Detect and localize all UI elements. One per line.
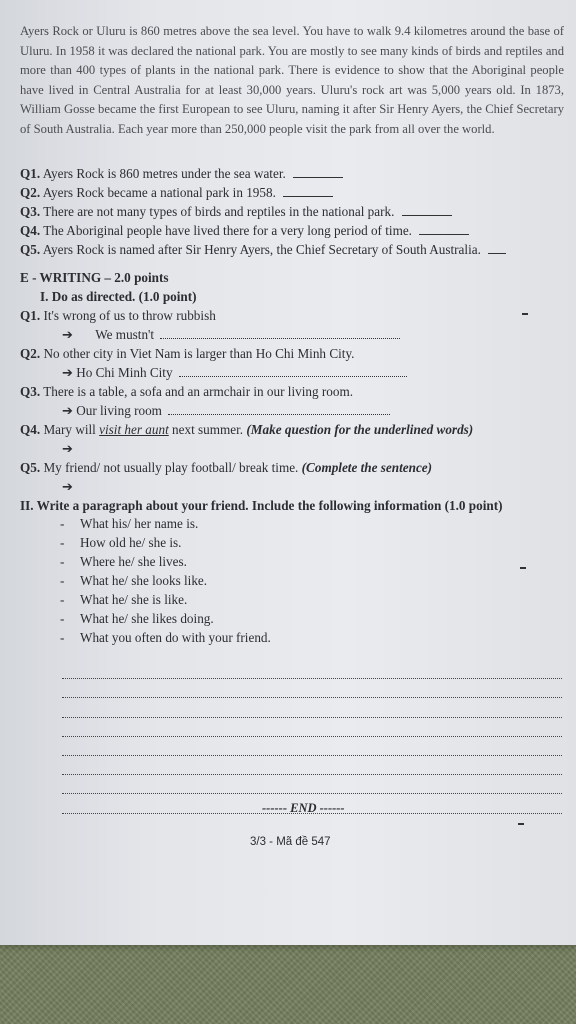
question-number: Q4. [20, 223, 41, 238]
question-number: Q1. [20, 308, 41, 323]
writing-line[interactable] [62, 698, 562, 717]
question-text: Ayers Rock is named after Sir Henry Ayers, the Chief Secretary of South Australia. [42, 242, 481, 257]
arrow-icon: ➔ [62, 480, 73, 495]
answer-prompt: We mustn't [95, 327, 155, 342]
writing-question-1 [20, 308, 216, 324]
reading-passage: Ayers Rock or Uluru is 860 metres above the sea level. You have to walk 9.4 kilometres around the base of Uluru. In 1958 it was declared the national park. You are mostly to see many kinds of birds and reptiles and more than 400 types of plants in the national park. There is evidence to show that the Aboriginal people have lived in Central Australia for at least 30,000 years. Uluru's rock art was 5,000 years old. In 1873, William Gosse became the first European to see Uluru, naming it after Sir Henry Ayers, the Chief Secretary of South Australia. Each year more than 250,000 people visit the park from all over the world. [20, 24, 564, 136]
answer-blank[interactable] [293, 167, 343, 178]
end-marker: ------ END ------ [262, 801, 345, 815]
writing-line[interactable] [62, 756, 562, 775]
question-text: Ayers Rock became a national park in 1958. [42, 185, 276, 200]
tf-question-2 [20, 185, 333, 201]
list-item: - What you often do with your friend. [60, 630, 271, 645]
arrow-icon: ➔ [62, 442, 73, 457]
list-item: - What his/ her name is. [60, 516, 199, 531]
writing-answer-1 [62, 327, 400, 343]
page-number: 3/3 - Mã đề 547 [250, 836, 331, 848]
arrow-icon: ➔ [62, 366, 73, 381]
arrow-icon: ➔ [62, 404, 73, 419]
tf-question-1 [20, 166, 343, 182]
writing-line[interactable] [62, 660, 562, 679]
question-number: Q2. [20, 346, 41, 361]
writing-line[interactable] [62, 679, 562, 698]
question-text: Mary will [43, 422, 100, 437]
writing-answer-4[interactable] [62, 441, 73, 457]
answer-line[interactable] [168, 404, 390, 415]
margin-mark [522, 313, 528, 315]
margin-mark [518, 823, 524, 825]
list-item: - What he/ she likes doing. [60, 611, 214, 626]
writing-question-2 [20, 346, 354, 362]
writing-area[interactable] [62, 660, 562, 814]
list-item: - Where he/ she lives. [60, 554, 187, 569]
question-text: My friend/ not usually play football/ break time. [43, 460, 302, 475]
question-text: The Aboriginal people have lived there for a very long period of time. [43, 223, 412, 238]
writing-question-5 [20, 460, 432, 476]
arrow-icon: ➔ [62, 328, 73, 343]
question-text: It's wrong of us to throw rubbish [43, 308, 216, 323]
question-text: There are not many types of birds and reptiles in the national park. [43, 204, 395, 219]
tf-question-5 [20, 242, 506, 258]
writing-line[interactable] [62, 718, 562, 737]
writing-question-4 [20, 422, 473, 438]
writing-question-3 [20, 384, 353, 400]
underlined-words: visit her aunt [99, 422, 169, 437]
writing-answer-5[interactable] [62, 479, 73, 495]
writing-answer-2 [62, 365, 407, 381]
paragraph-prompts [60, 516, 271, 649]
question-number: Q1. [20, 166, 41, 181]
list-item: - What he/ she is like. [60, 592, 188, 607]
question-number: Q5. [20, 460, 41, 475]
answer-blank[interactable] [283, 186, 333, 197]
answer-blank[interactable] [488, 243, 506, 254]
tf-question-3 [20, 204, 452, 220]
question-number: Q3. [20, 384, 41, 399]
question-number: Q4. [20, 422, 41, 437]
question-text: There is a table, a sofa and an armchair in our living room. [43, 384, 354, 399]
answer-line[interactable] [160, 328, 400, 339]
question-number: Q5. [20, 242, 41, 257]
writing-line[interactable] [62, 775, 562, 794]
answer-prompt: Ho Chi Minh City [76, 365, 173, 380]
question-text: next summer. [168, 422, 247, 437]
question-number: Q3. [20, 204, 41, 219]
margin-mark [520, 567, 526, 569]
part2-title: II. Write a paragraph about your friend. Include the following information (1.0 point) [20, 498, 503, 513]
list-item: - What he/ she looks like. [60, 573, 208, 588]
answer-line[interactable] [179, 366, 407, 377]
part1-title: I. Do as directed. (1.0 point) [40, 289, 197, 304]
list-item: - How old he/ she is. [60, 535, 182, 550]
question-number: Q2. [20, 185, 41, 200]
writing-answer-3 [62, 403, 390, 419]
question-instruction: (Make question for the underlined words) [246, 422, 474, 437]
question-text: Ayers Rock is 860 metres under the sea water. [42, 166, 286, 181]
answer-blank[interactable] [419, 224, 469, 235]
writing-section-title: E - WRITING – 2.0 points [20, 270, 169, 285]
question-instruction: (Complete the sentence) [301, 460, 433, 475]
answer-blank[interactable] [402, 205, 452, 216]
tf-question-4 [20, 223, 469, 239]
question-text: No other city in Viet Nam is larger than Ho Chi Minh City. [43, 346, 355, 361]
writing-line[interactable] [62, 737, 562, 756]
answer-prompt: Our living room [76, 403, 162, 418]
